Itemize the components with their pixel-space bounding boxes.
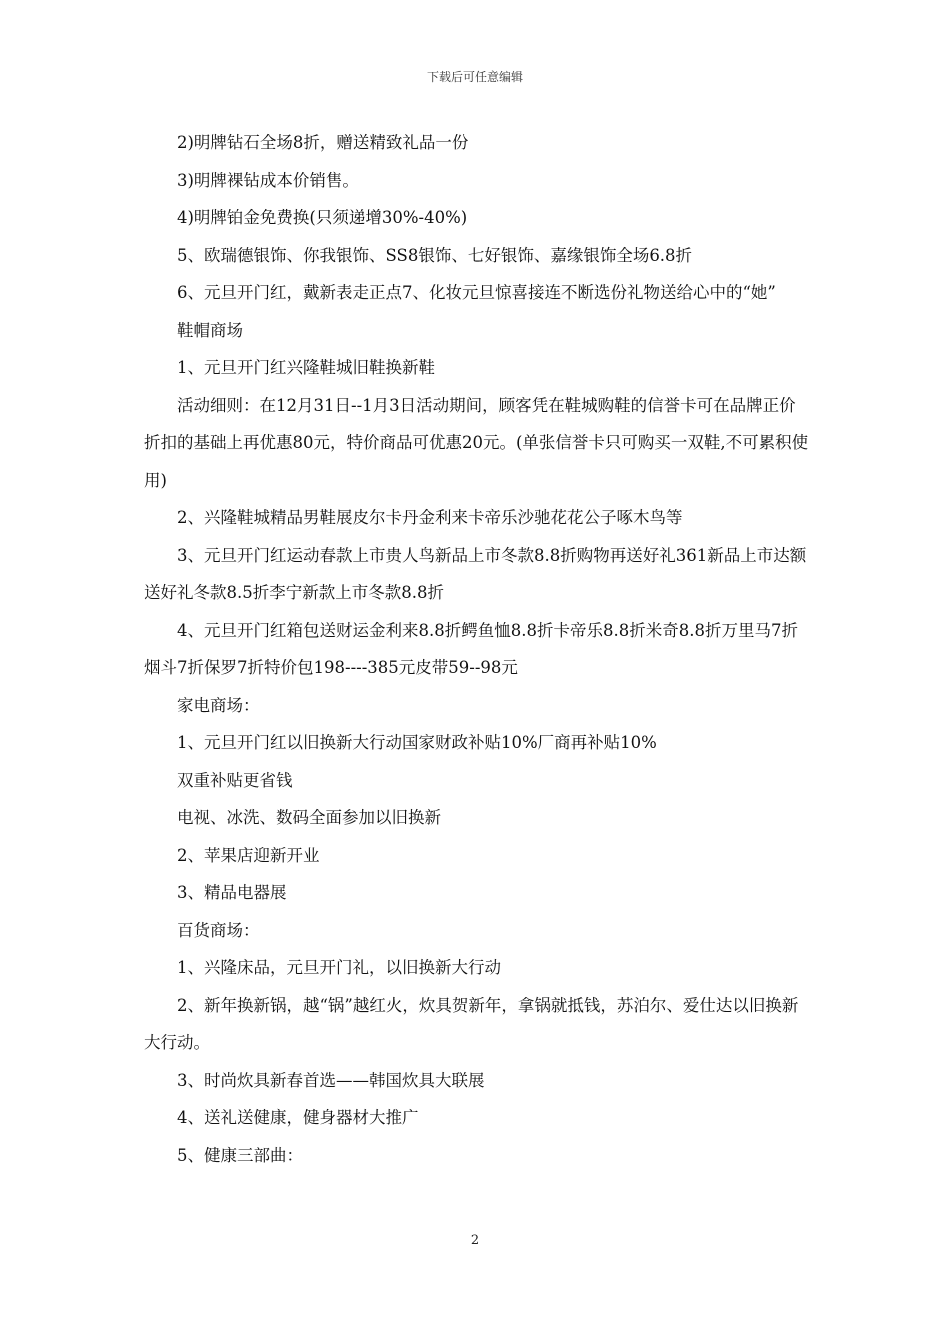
page-number: 2 [470,1233,480,1248]
paragraph: 4、元旦开门红箱包送财运金利来8.8折鳄鱼恤8.8折卡帝乐8.8折米奇8.8折万里马7折烟斗7折保罗7折特价包198----385元皮带59--98元 [144,620,798,677]
paragraph: 电视、冰洗、数码全面参加以旧换新 [177,808,441,827]
section-heading-department: 百货商场： [177,920,260,940]
paragraph: 1、兴隆床品，元旦开门礼，以旧换新大行动 [177,958,501,977]
paragraph: 2、苹果店迎新开业 [177,845,320,865]
paragraph: 3、元旦开门红运动春款上市贵人鸟新品上市冬款8.8折购物再送好礼361新品上市达额送好礼冬款8.5折李宁新款上市冬款8.8折 [144,545,807,602]
paragraph: 4、送礼送健康，健身器材大推广 [177,1108,419,1127]
paragraph: 2)明牌钻石全场8折，赠送精致礼品一份 [177,133,469,152]
paragraph: 2、新年换新锅，越“锅”越红火，炊具贺新年，拿锅就抵钱，苏泊尔、爱仕达以旧换新大行动。 [144,995,799,1052]
page-header: 下载后可任意编辑 [426,70,523,84]
paragraph: 1、元旦开门红兴隆鞋城旧鞋换新鞋 [177,358,435,377]
paragraph: 双重补贴更省钱 [177,770,293,790]
section-heading-appliances: 家电商场： [177,695,260,715]
paragraph: 2、兴隆鞋城精品男鞋展皮尔卡丹金利来卡帝乐沙驰花花公子啄木鸟等 [177,508,683,527]
paragraph: 3、时尚炊具新春首选——韩国炊具大联展 [177,1070,485,1090]
paragraph: 5、健康三部曲： [177,1145,303,1165]
paragraph: 1、元旦开门红以旧换新大行动国家财政补贴10%厂商再补贴10% [177,733,657,752]
section-heading-shoes: 鞋帽商场 [177,320,243,340]
paragraph: 活动细则：在12月31日--1月3日活动期间，顾客凭在鞋城购鞋的信誉卡可在品牌正价折扣的基础上再优惠80元，特价商品可优惠20元。(单张信誉卡只可购买一双鞋,不可累积使用) [144,395,809,490]
paragraph: 5、欧瑞德银饰、你我银饰、SS8银饰、七好银饰、嘉缘银饰全场6.8折 [177,245,693,265]
document-body [144,124,810,1174]
paragraph: 4)明牌铂金免费换(只须递增30%-40%) [177,208,468,227]
paragraph: 3)明牌裸钻成本价销售。 [177,170,359,190]
paragraph: 6、元旦开门红，戴新表走正点7、化妆元旦惊喜接连不断选份礼物送给心中的“她” [177,283,776,302]
paragraph: 3、精品电器展 [177,883,287,902]
